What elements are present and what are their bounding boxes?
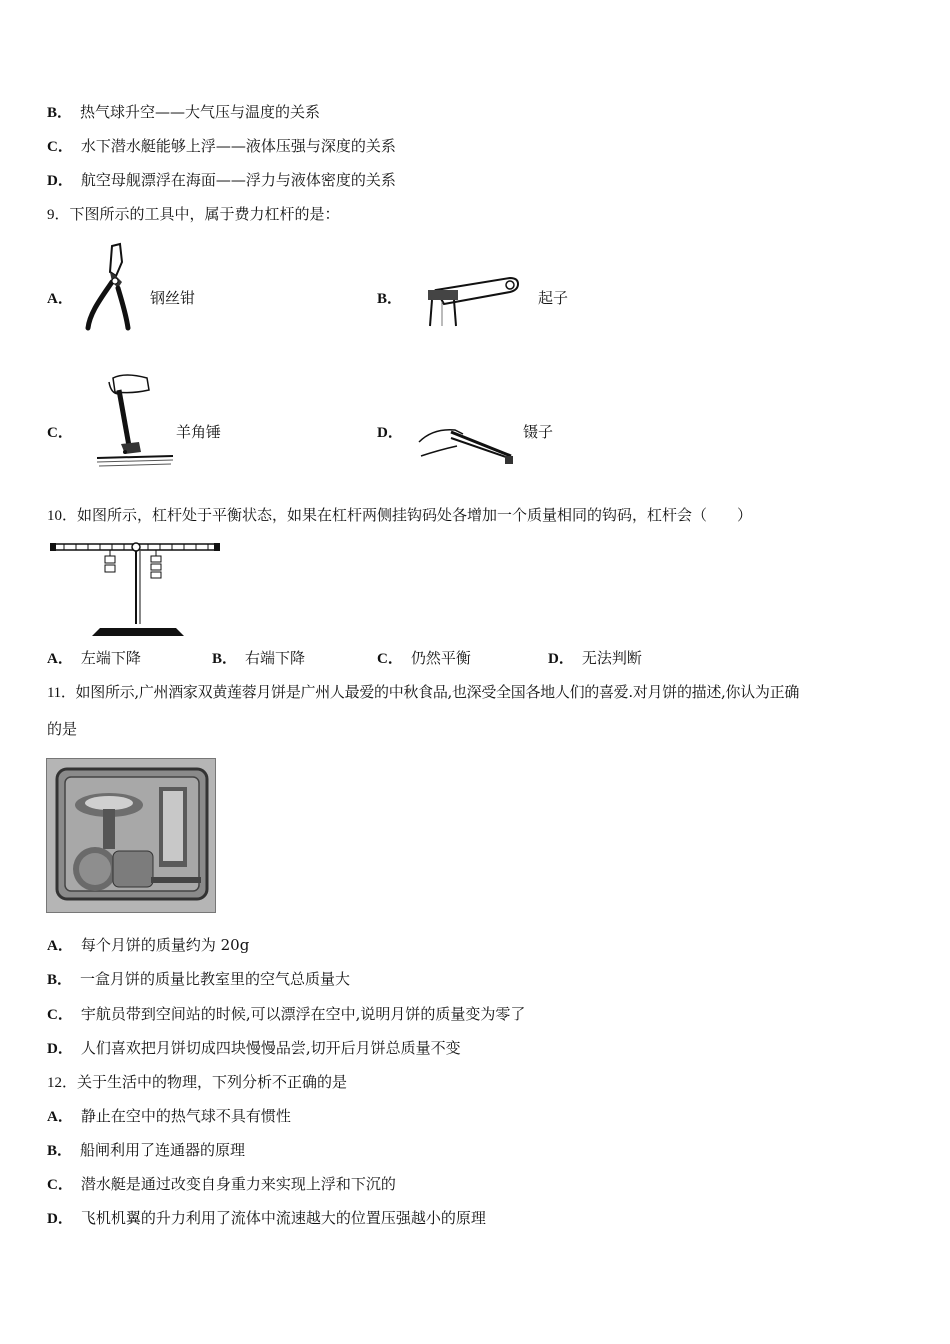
q12-option-c: C． 潜水艇是通过改变自身重力来实现上浮和下沉的 xyxy=(47,1175,396,1193)
q8-option-d: D． 航空母舰漂浮在海面——浮力与液体密度的关系 xyxy=(47,171,396,189)
mooncake-box-photo xyxy=(46,758,216,913)
q11-option-a: A． 每个月饼的质量约为 20g xyxy=(47,936,250,954)
q11-option-b: B． 一盒月饼的质量比教室里的空气总质量大 xyxy=(47,970,351,988)
q9-stem: 9．下图所示的工具中，属于费力杠杆的是： xyxy=(47,205,340,223)
q11-option-c: C． 宇航员带到空间站的时候,可以漂浮在空中,说明月饼的质量变为零了 xyxy=(47,1005,526,1023)
q11-stem-line2: 的是 xyxy=(47,720,78,738)
q11-option-d: D． 人们喜欢把月饼切成四块慢慢品尝,切开后月饼总质量不变 xyxy=(47,1039,461,1057)
claw-hammer-icon xyxy=(95,372,175,468)
q11-stem-line1: 11．如图所示,广州酒家双黄莲蓉月饼是广州人最爱的中秋食品,也深受全国各地人们的喜爱.对月饼的描述,你认为正确 xyxy=(47,683,800,701)
q12-option-a: A． 静止在空中的热气球不具有惯性 xyxy=(47,1107,291,1125)
q12-stem: 12．关于生活中的物理，下列分析不正确的是 xyxy=(47,1073,348,1091)
q10-stem: 10．如图所示，杠杆处于平衡状态，如果在杠杆两侧挂钩码处各增加一个质量相同的钩码，杠杆会（ ） xyxy=(47,506,753,524)
q8-option-c: C． 水下潜水艇能够上浮——液体压强与深度的关系 xyxy=(47,137,396,155)
q10-option-a: A． 左端下降 xyxy=(47,649,141,667)
q12-option-b: B． 船闸利用了连通器的原理 xyxy=(47,1141,246,1159)
q10-option-c: C． 仍然平衡 xyxy=(377,649,471,667)
q9-option-c-letter: C． xyxy=(47,425,73,441)
q10-option-d: D． 无法判断 xyxy=(548,649,642,667)
lever-balance-figure xyxy=(48,536,228,638)
q9-option-a-label: 钢丝钳 xyxy=(150,289,196,307)
q9-option-a-letter: A． xyxy=(47,291,73,307)
q9-option-c-label: 羊角锤 xyxy=(176,423,222,441)
q9-option-b-letter: B． xyxy=(377,291,403,307)
tweezers-icon xyxy=(415,416,520,468)
q8-option-b: B． 热气球升空——大气压与温度的关系 xyxy=(47,103,321,121)
q9-option-b-label: 起子 xyxy=(538,289,569,307)
q9-option-d-label: 镊子 xyxy=(523,423,554,441)
q9-option-d-letter: D． xyxy=(377,425,403,441)
q12-option-d: D． 飞机机翼的升力利用了流体中流速越大的位置压强越小的原理 xyxy=(47,1209,486,1227)
bottle-opener-icon xyxy=(422,272,522,328)
pliers-icon xyxy=(82,242,147,332)
q10-option-b: B． 右端下降 xyxy=(212,649,306,667)
